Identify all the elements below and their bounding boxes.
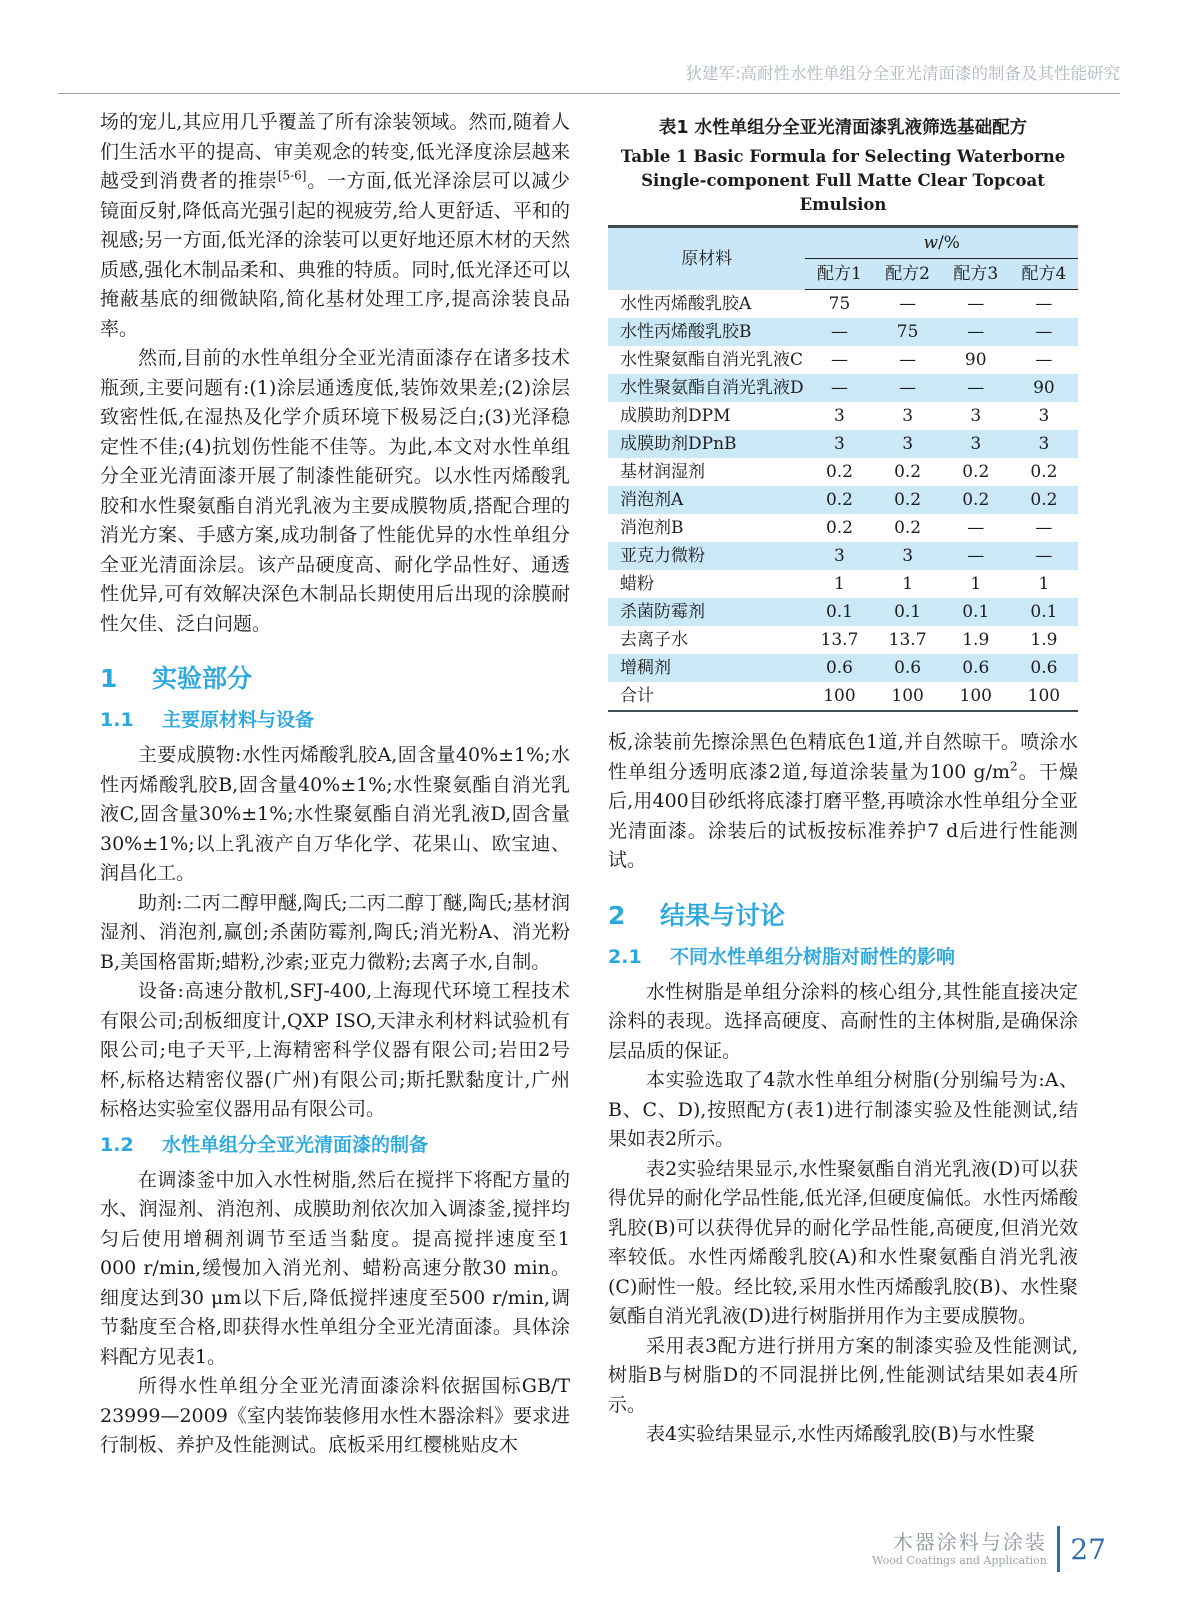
table-cell-value: 0.6 [962, 658, 990, 678]
table-cell-value: 0.1 [962, 602, 990, 622]
table-row [608, 654, 1078, 682]
table-cell-value: 3 [834, 434, 845, 454]
table-cell-value: — [1035, 294, 1053, 314]
table-cell-value: 13.7 [888, 630, 927, 650]
table-cell-value: — [967, 322, 985, 342]
table-cell-value: 1 [1038, 574, 1050, 594]
table-cell-value: 3 [902, 546, 914, 566]
table-cell-value: — [1035, 546, 1053, 566]
table-cell-value: — [830, 350, 848, 370]
paragraph-preparation: 在调漆釜中加入水性树脂,然后在搅拌下将配方量的水、润湿剂、消泡剂、成膜助剂依次加入调漆釜,搅拌均匀后使用增稠剂调节至适当黏度。提高搅拌速度至1 000 r/min,缓慢加入消光剂、蜡粉高速分散30 min。细度达到30 μm以下后,降低搅拌速度至500 r/min,调节黏度至合格,即获得水性单组分全亚光清面漆。具体涂料配方见表1。 [100, 1168, 570, 1368]
table-cell-value: — [967, 518, 985, 538]
journal-name-zh: 木器涂料与涂装 [892, 1529, 1047, 1554]
table-cell-value: 1 [902, 574, 914, 594]
paragraph-equipment: 设备:高速分散机,SFJ-400,上海现代环境工程技术有限公司;刮板细度计,QXP ISO,天津永利材料试验机有限公司;电子天平,上海精密科学仪器有限公司;岩田2号杯,标格达精密仪器(广州)有限公司;斯托默黏度计,广州标格达实验室仪器用品有限公司。 [100, 980, 570, 1120]
table-cell-value: 0.2 [1030, 462, 1058, 482]
table-cell-value: 3 [902, 406, 914, 426]
section-1-1-heading [100, 705, 570, 732]
section-1-number: 1 [100, 664, 118, 693]
section-2-heading [608, 896, 1078, 932]
table-cell-material: 杀菌防霉剂 [620, 602, 705, 622]
paragraph-experiment: 本实验选取了4款水性单组分树脂(分别编号为:A、B、C、D),按照配方(表1)进行制漆实验及性能测试,结果如表2所示。 [608, 1069, 1078, 1150]
table-row [608, 542, 1078, 570]
page-footer [872, 1526, 1106, 1572]
paragraph-problems: 然而,目前的水性单组分全亚光清面漆存在诸多技术瓶颈,主要问题有:(1)涂层通透度低,装饰效果差;(2)涂层致密性低,在湿热及化学介质环境下极易泛白;(3)光泽稳定性不佳;(4)抗划伤性能不佳等。为此,本文对水性单组分全亚光清面漆开展了制漆性能研究。以水性丙烯酸乳胶和水性聚氨酯自消光乳液为主要成膜物质,搭配合理的消光方案、手感方案,成功制备了性能优异的水性单组分全亚光清面涂层。该产品硬度高、耐化学品性好、通透性优异,可有效解决深色木制品长期使用后出现的涂膜耐性欠佳、泛白问题。 [100, 347, 570, 635]
page-number: 27 [1070, 1532, 1106, 1566]
table-cell-value: 0.2 [825, 490, 853, 510]
table1-col-formula3: 配方3 [942, 259, 1010, 290]
table-cell-value: 0.2 [825, 462, 853, 482]
table-row [608, 598, 1078, 626]
paragraph-resin: 水性树脂是单组分涂料的核心组分,其性能直接决定涂料的表现。选择高硬度、高耐性的主体树脂,是确保涂层品质的保证。 [608, 980, 1078, 1062]
table-cell-material: 合计 [620, 686, 654, 706]
table-cell-value: 3 [1038, 406, 1050, 426]
table-cell-value: — [967, 546, 985, 566]
table-cell-value: 0.6 [894, 658, 922, 678]
paragraph-intro [100, 108, 570, 344]
table1-col-material: 原材料 [681, 248, 733, 269]
paragraph-table3: 采用表3配方进行拼用方案的制漆实验及性能测试,树脂B与树脂D的不同混拼比例,性能测试结果如表4所示。 [608, 1334, 1078, 1416]
table-cell-material: 消泡剂A [620, 490, 684, 510]
table-row [608, 290, 1078, 319]
paragraph-board-post: 。干燥后,用400目砂纸将底漆打磨平整,再喷涂水性单组分全亚光清面漆。涂装后的试板按标准养护7 d后进行性能测试。 [608, 760, 1078, 871]
table-cell-value: 0.2 [825, 518, 853, 538]
table-cell-value: — [899, 350, 917, 370]
table-cell-value: — [830, 378, 848, 398]
table-cell-value: — [967, 378, 985, 398]
table-cell-material: 增稠剂 [620, 658, 671, 678]
table-cell-value: 90 [964, 350, 987, 370]
table-cell-value: 1.9 [1030, 630, 1058, 650]
table-cell-value: 0.6 [1030, 658, 1058, 678]
section-1-title: 实验部分 [152, 664, 253, 693]
paragraph-additives: 助剂:二丙二醇甲醚,陶氏;二丙二醇丁醚,陶氏;基材润湿剂、消泡剂,赢创;杀菌防霉剂,陶氏;消光粉A、消光粉B,美国格雷斯;蜡粉,沙索;亚克力微粉;去离子水,自制。 [100, 891, 570, 973]
table-cell-material: 消泡剂B [620, 518, 684, 538]
section-2-number: 2 [608, 900, 626, 930]
table-cell-material: 水性丙烯酸乳胶A [620, 293, 752, 314]
table1-col-group-w: w [923, 233, 939, 253]
table-row [608, 318, 1078, 346]
table-cell-material: 基材润湿剂 [620, 462, 705, 482]
paragraph-materials: 主要成膜物:水性丙烯酸乳胶A,固含量40%±1%;水性丙烯酸乳胶B,固含量40%±1%;水性聚氨酯自消光乳液C,固含量30%±1%;水性聚氨酯自消光乳液D,固含量30%±1%;以上乳液产自万华化学、花果山、欧宝迪、润昌化工。 [100, 744, 570, 884]
section-1-2-number: 1.2 [100, 1133, 134, 1156]
table-cell-value: 1.9 [962, 630, 990, 650]
table-cell-value: 0.1 [825, 602, 853, 622]
table-row [608, 402, 1078, 430]
table-cell-value: — [1035, 322, 1053, 342]
table-cell-material: 成膜助剂DPM [620, 406, 731, 426]
table1-col-group [805, 227, 1078, 259]
table-cell-value: 3 [902, 434, 914, 454]
section-2-1-number: 2.1 [608, 945, 642, 968]
table-cell-value: 0.6 [825, 658, 853, 678]
table-cell-material: 蜡粉 [620, 574, 654, 594]
table1-col-formula4: 配方4 [1010, 259, 1078, 290]
table-cell-value: 100 [1027, 686, 1061, 706]
table-cell-value: 100 [959, 686, 992, 706]
squared-superscript: 2 [1010, 759, 1018, 774]
table-cell-material: 水性丙烯酸乳胶B [620, 322, 752, 342]
table-row [608, 346, 1078, 374]
journal-name-block [872, 1531, 1047, 1568]
running-head: 狄建军:高耐性水性单组分全亚光清面漆的制备及其性能研究 [58, 0, 1120, 94]
table-row [608, 514, 1078, 542]
table-cell-value: 90 [1033, 378, 1055, 398]
table-cell-value: — [1035, 518, 1053, 538]
table-row [608, 682, 1078, 711]
table-cell-value: 100 [823, 686, 856, 706]
table-row [608, 374, 1078, 402]
table1 [608, 225, 1078, 712]
paragraph-board-pre: 板,涂装前先擦涂黑色色精底色1道,并自然晾干。喷涂水性单组分透明底漆2道,每道涂装量为100 g/m [608, 731, 1078, 783]
table-cell-material: 去离子水 [620, 630, 688, 650]
table1-col-formula1: 配方1 [805, 259, 873, 290]
table-cell-material: 成膜助剂DPnB [620, 434, 737, 454]
table1-body [608, 290, 1078, 712]
section-2-title: 结果与讨论 [660, 900, 786, 930]
table-row [608, 626, 1078, 654]
columns [100, 108, 1078, 1461]
table-cell-value: 0.1 [894, 602, 922, 622]
journal-name-en: Wood Coatings and Application [872, 1553, 1047, 1567]
table-cell-value: 13.7 [820, 630, 859, 650]
section-1-2-heading [100, 1130, 570, 1157]
table-cell-value: — [899, 378, 917, 398]
table1-caption-zh: 表1 水性单组分全亚光清面漆乳液筛选基础配方 [658, 118, 1028, 138]
table-cell-value: 0.2 [894, 490, 922, 510]
right-column [608, 108, 1078, 1461]
table-cell-value: 0.2 [894, 518, 922, 538]
paragraph-table2-results: 表2实验结果显示,水性聚氨酯自消光乳液(D)可以获得优异的耐化学品性能,低光泽,但硬度偏低。水性丙烯酸乳胶(B)可以获得优异的耐化学品性能,高硬度,但消光效率较低。水性丙烯酸乳胶(A)和水性聚氨酯自消光乳液(C)耐性一般。经比较,采用水性丙烯酸乳胶(B)、水性聚氨酯自消光乳液(D)进行树脂拼用作为主要成膜物。 [608, 1157, 1078, 1327]
table-row [608, 458, 1078, 486]
table-cell-value: — [899, 294, 917, 314]
table-row [608, 430, 1078, 458]
table-cell-value: 0.2 [1030, 490, 1058, 510]
section-2-1-heading [608, 942, 1078, 969]
section-1-heading [100, 659, 570, 695]
citation-superscript: [5-6] [277, 168, 307, 183]
table-row [608, 570, 1078, 598]
table-cell-value: 0.2 [962, 490, 990, 510]
table-cell-value: 1 [970, 574, 982, 594]
paragraph-intro-post: 。一方面,低光泽涂层可以减少镜面反射,降低高光强引起的视疲劳,给人更舒适、平和的视感;另一方面,低光泽的涂装可以更好地还原木材的天然质感,强化木制品柔和、典雅的特质。同时,低光泽还可以掩蔽基底的细微缺陷,简化基材处理工序,提高涂装良品率。 [100, 170, 570, 340]
table-cell-value: 0.1 [1030, 602, 1058, 622]
table1-col-formula2: 配方2 [874, 259, 942, 290]
table-cell-value: 75 [896, 322, 919, 342]
table-cell-value: 0.2 [894, 462, 922, 482]
left-column [100, 108, 570, 1461]
table-cell-material: 亚克力微粉 [620, 546, 705, 566]
table1-col-group-pct: /% [938, 233, 960, 253]
paragraph-standard: 所得水性单组分全亚光清面漆涂料依据国标GB/T 23999—2009《室内装饰装修用水性木器涂料》要求进行制板、养护及性能测试。底板采用红樱桃贴皮木 [100, 1375, 570, 1456]
table-cell-value: 0.2 [962, 462, 990, 482]
table-cell-material: 水性聚氨酯自消光乳液D [620, 378, 804, 398]
table-cell-value: 3 [970, 434, 982, 454]
section-2-1-title: 不同水性单组分树脂对耐性的影响 [670, 945, 956, 968]
table-cell-value: 100 [891, 686, 924, 706]
table-cell-value: 75 [828, 294, 851, 314]
paragraph-table4-results: 表4实验结果显示,水性丙烯酸乳胶(B)与水性聚 [646, 1423, 1035, 1445]
table-cell-value: — [1035, 350, 1053, 370]
table-cell-value: — [830, 322, 848, 342]
section-1-2-title: 水性单组分全亚光清面漆的制备 [162, 1133, 429, 1156]
table-cell-value: 1 [834, 574, 845, 594]
section-1-1-title: 主要原材料与设备 [162, 709, 315, 731]
table-cell-value: 3 [1038, 434, 1050, 454]
table-cell-value: — [967, 294, 985, 314]
section-1-1-number: 1.1 [100, 709, 134, 731]
footer-divider-bar [1057, 1526, 1061, 1572]
table-cell-material: 水性聚氨酯自消光乳液C [620, 350, 804, 370]
table-cell-value: 3 [834, 406, 845, 426]
table-cell-value: 3 [834, 546, 845, 566]
table1-caption-en: Table 1 Basic Formula for Selecting Waterborne Single-component Full Matte Clear Topcoat Emulsion [620, 147, 1066, 214]
table-row [608, 486, 1078, 514]
table-cell-value: 3 [970, 406, 982, 426]
table1-header [608, 227, 1078, 290]
paragraph-board [608, 728, 1078, 876]
paragraph-intro-pre: 场的宠儿,其应用几乎覆盖了所有涂装领域。然而,随着人们生活水平的提高、审美观念的转变,低光泽度涂层越来越受到消费者的推崇 [100, 111, 570, 192]
